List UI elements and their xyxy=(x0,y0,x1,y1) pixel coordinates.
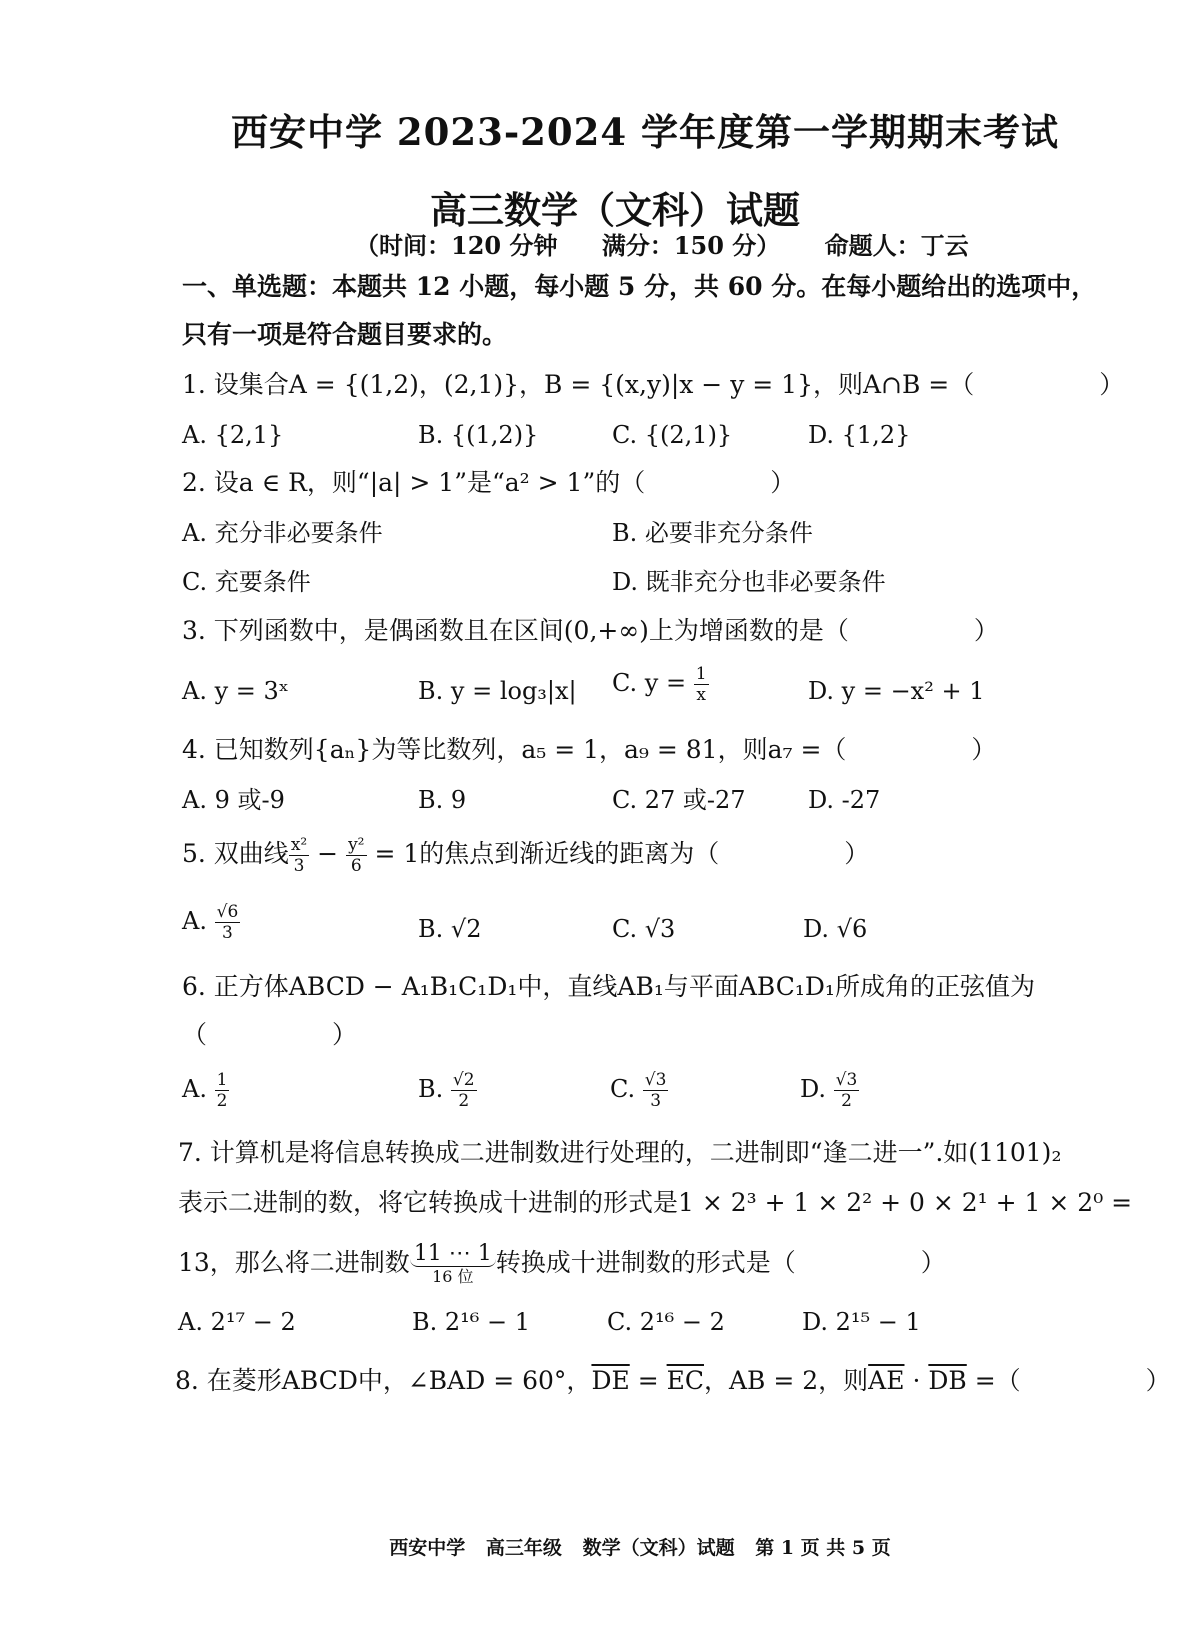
q4-option-b: B. 9 xyxy=(418,786,467,814)
fraction-denominator: 2 xyxy=(841,1091,852,1111)
q2-option-b: B. 必要非充分条件 xyxy=(612,519,813,547)
q3-option-d: D. y = −x² + 1 xyxy=(808,677,985,705)
q6-option-c-label: C. xyxy=(610,1075,636,1103)
fraction-numerator: √3 xyxy=(644,1070,667,1090)
footer-subject: 数学（文科）试题 xyxy=(582,1537,735,1559)
vector-ec: $\overline{EC}$ xyxy=(666,1366,704,1395)
q6-option-b xyxy=(418,1070,477,1111)
q7-option-c: C. 2¹⁶ − 2 xyxy=(607,1308,725,1336)
question-5-stem xyxy=(182,835,869,876)
question-2-stem: 2. 设a ∈ R，则“|a| > 1”是“a² > 1”的（ ） xyxy=(182,468,796,497)
q6-option-a xyxy=(182,1070,229,1111)
q8-equals: = xyxy=(637,1366,659,1395)
underbrace-label: 16 位 xyxy=(432,1267,474,1286)
q5-option-a-fraction xyxy=(215,902,241,943)
exam-time: （时间：120 分钟 xyxy=(355,231,558,260)
q5-option-a-label: A. xyxy=(182,907,207,935)
fraction-denominator: 3 xyxy=(293,856,305,876)
fraction-denominator: 3 xyxy=(222,923,233,943)
question-1-stem: 1. 设集合A = {(1,2)，(2,1)}，B = {(x,y)|x − y = 1}，则A∩B =（ ） xyxy=(182,370,1125,399)
q2-option-a: A. 充分非必要条件 xyxy=(182,519,383,547)
q7-line3-suffix: 转换成十进制数的形式是（ ） xyxy=(495,1248,946,1277)
fraction-numerator: √6 xyxy=(216,902,239,922)
question-4-stem: 4. 已知数列{aₙ}为等比数列，a₅ = 1，a₉ = 81，则a₇ =（ ） xyxy=(182,735,997,764)
q4-option-a: A. 9 或-9 xyxy=(182,786,285,814)
q5-stem-prefix: 5. 双曲线 xyxy=(182,839,289,868)
section-heading-line1: 一、单选题：本题共 12 小题，每小题 5 分，共 60 分。在每小题给出的选项中， xyxy=(182,272,1097,301)
q6-option-d xyxy=(800,1070,859,1111)
q8-stem-middle: ，AB = 2，则 xyxy=(703,1366,869,1395)
q7-option-a: A. 2¹⁷ − 2 xyxy=(178,1308,296,1336)
fraction-denominator: x xyxy=(696,685,706,705)
fraction-numerator: 1 xyxy=(216,1070,228,1090)
question-8-stem xyxy=(175,1364,1171,1398)
footer-school: 西安中学 xyxy=(389,1537,466,1559)
question-3-stem: 3. 下列函数中，是偶函数且在区间(0,+∞)上为增函数的是（ ） xyxy=(182,616,999,645)
q2-option-c: C. 充要条件 xyxy=(182,568,311,596)
q6-option-a-label: A. xyxy=(182,1075,207,1103)
q1-option-b: B. {(1,2)} xyxy=(418,421,539,449)
q6-option-d-label: D. xyxy=(800,1075,827,1103)
q7-underbrace xyxy=(410,1242,496,1287)
q5-stem-suffix: = 1的焦点到渐近线的距离为（ ） xyxy=(374,839,870,868)
q5-fraction-x xyxy=(289,835,309,876)
fraction-denominator: 3 xyxy=(650,1091,662,1111)
footer-grade: 高三年级 xyxy=(485,1537,562,1559)
q4-option-c: C. 27 或-27 xyxy=(612,786,746,814)
fraction-numerator: 1 xyxy=(695,664,707,684)
q1-option-a: A. {2,1} xyxy=(182,421,284,449)
fraction-numerator: y² xyxy=(348,835,365,855)
exam-subtitle: 高三数学（文科）试题 xyxy=(430,188,800,232)
q6-option-a-fraction xyxy=(215,1070,230,1111)
q3-option-c-label: C. y = xyxy=(612,669,687,697)
question-6-answer-paren: （ ） xyxy=(182,1020,358,1049)
q5-option-a xyxy=(182,902,240,943)
exam-author: 命题人：丁云 xyxy=(824,231,969,260)
q3-option-c xyxy=(612,664,709,705)
question-7-line1: 7. 计算机是将信息转换成二进制数进行处理的，二进制即“逢二进一”.如(1101)₂ xyxy=(178,1138,1062,1167)
fraction-numerator: √3 xyxy=(835,1070,858,1090)
q6-option-d-fraction xyxy=(834,1070,860,1111)
q8-stem-prefix: 8. 在菱形ABCD中，∠BAD = 60°， xyxy=(175,1366,592,1395)
q6-option-c xyxy=(610,1070,668,1111)
exam-meta xyxy=(355,226,1005,261)
q5-option-b: B. √2 xyxy=(418,915,482,943)
question-7-line2: 表示二进制的数，将它转换成十进制的形式是1 × 2³ + 1 × 2² + 0 × 2¹ + 1 × 2⁰ = xyxy=(178,1188,1133,1217)
q5-option-d: D. √6 xyxy=(803,915,868,943)
q8-stem-suffix: =（ ） xyxy=(974,1366,1171,1395)
question-6-stem: 6. 正方体ABCD − A₁B₁C₁D₁中，直线AB₁与平面ABC₁D₁所成角的正弦值为 xyxy=(182,972,1035,1001)
q7-option-d: D. 2¹⁵ − 1 xyxy=(802,1308,921,1336)
q7-line3-prefix: 13，那么将二进制数 xyxy=(178,1248,410,1277)
q3-option-a: A. y = 3ˣ xyxy=(182,677,289,705)
underbrace-top: 11 ⋯ 1 xyxy=(410,1242,496,1267)
page-footer xyxy=(0,1533,1200,1560)
q1-option-c: C. {(2,1)} xyxy=(612,421,733,449)
q8-dot: · xyxy=(912,1366,921,1395)
fraction-denominator: 6 xyxy=(350,856,362,876)
exam-title: 西安中学 2023-2024 学年度第一学期期末考试 xyxy=(230,110,1060,154)
q2-option-d: D. 既非充分也非必要条件 xyxy=(612,568,886,596)
vector-ae: $\overline{AE}$ xyxy=(868,1366,905,1395)
exam-score: 满分：150 分） xyxy=(601,231,781,260)
section-heading-line2: 只有一项是符合题目要求的。 xyxy=(182,320,508,349)
q5-minus: − xyxy=(317,839,339,868)
fraction-numerator: x² xyxy=(290,835,308,855)
q7-option-b: B. 2¹⁶ − 1 xyxy=(412,1308,531,1336)
vector-de: $\overline{DE}$ xyxy=(591,1366,630,1395)
q6-option-b-fraction xyxy=(451,1070,477,1111)
vector-db: $\overline{DB}$ xyxy=(928,1366,967,1395)
question-7-line3 xyxy=(178,1242,946,1287)
q6-option-c-fraction xyxy=(643,1070,669,1111)
fraction-denominator: 2 xyxy=(458,1091,470,1111)
q3-option-c-fraction xyxy=(694,664,709,705)
footer-page-number: 第 1 页 共 5 页 xyxy=(755,1537,891,1559)
fraction-numerator: √2 xyxy=(452,1070,475,1090)
q1-option-d: D. {1,2} xyxy=(808,421,911,449)
q5-fraction-y xyxy=(346,835,366,876)
q3-option-b: B. y = log₃|x| xyxy=(418,677,577,705)
q4-option-d: D. -27 xyxy=(808,786,881,814)
q6-option-b-label: B. xyxy=(418,1075,444,1103)
q5-option-c: C. √3 xyxy=(612,915,676,943)
fraction-denominator: 2 xyxy=(216,1091,228,1111)
